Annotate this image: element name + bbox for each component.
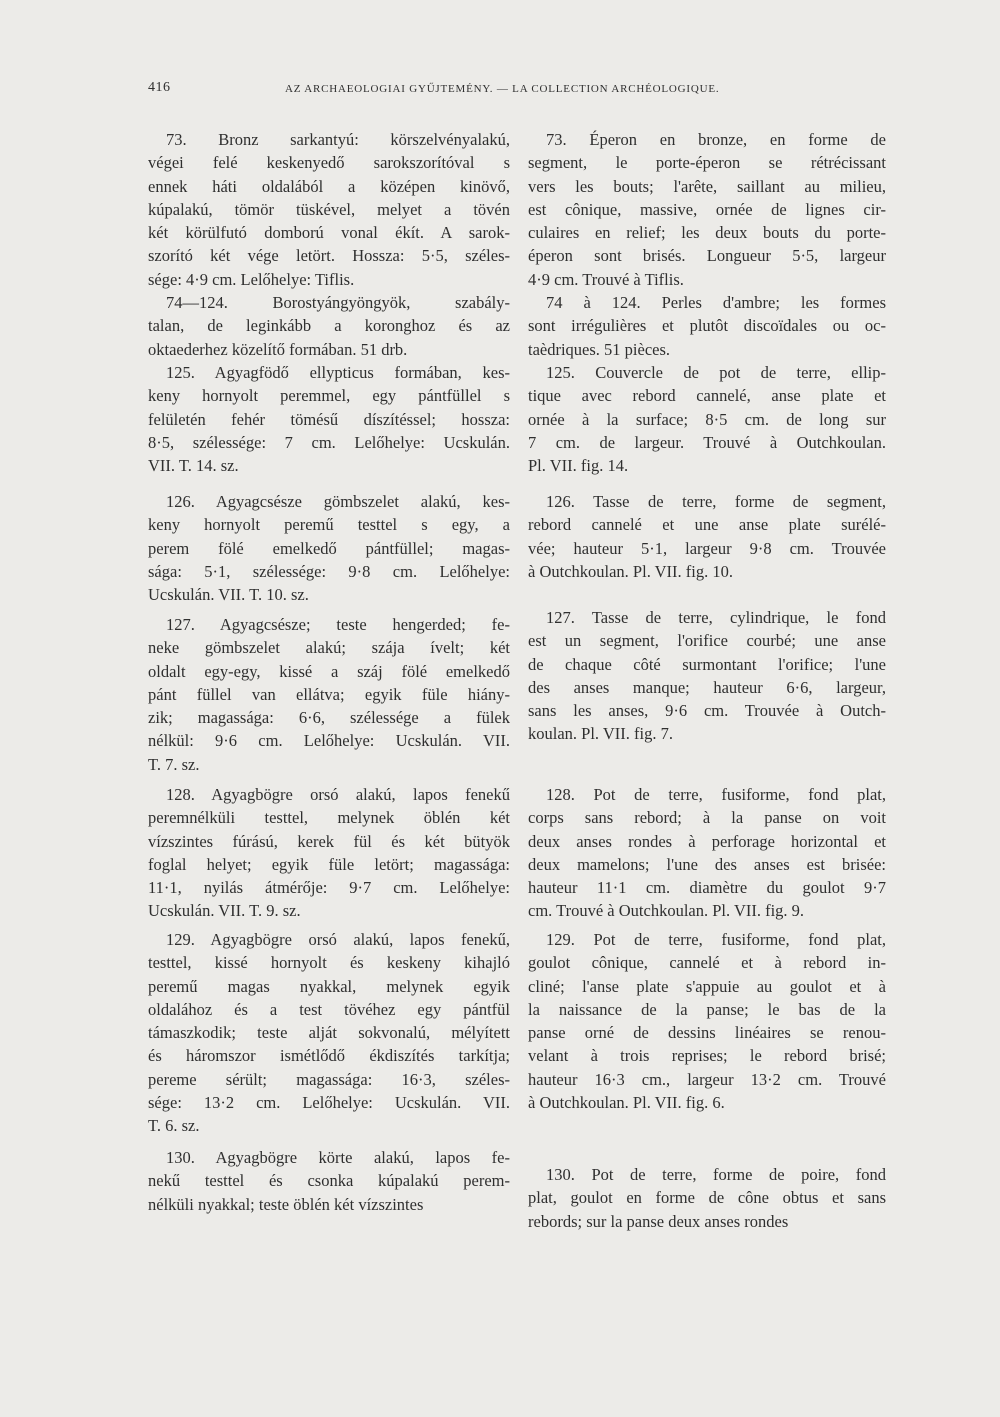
- text-line: zik; magassága: 6·6, szélessége a fülek: [148, 708, 510, 728]
- text-line: à Outchkoulan. Pl. VII. fig. 6.: [528, 1093, 725, 1113]
- entry-128: [148, 783, 510, 923]
- text-line: T. 7. sz.: [148, 754, 200, 774]
- text-line: 74—124. Borostyángyöngyök, szabály-: [166, 293, 510, 312]
- text-line: végei felé keskenyedő sarokszorítóval s: [148, 153, 510, 173]
- entry-74-124: [148, 291, 510, 361]
- text-line: deux anses rondes à perforage horizontal et: [528, 831, 886, 851]
- text-line: tique avec rebord cannelé, anse plate et: [528, 386, 886, 406]
- text-line: VII. T. 14. sz.: [148, 456, 239, 476]
- text-line: éperon sont brisés. Longueur 5·5, largeur: [528, 246, 886, 266]
- entry-74-124: [528, 291, 886, 361]
- text-line: hauteur 11·1 cm. diamètre du goulot 9·7: [528, 878, 886, 898]
- text-line: ennek háti oldalából a középen kinövő,: [148, 176, 510, 196]
- text-line: 129. Agyagbögre orsó alakú, lapos fenekű,: [166, 930, 510, 949]
- text-line: 8·5, szélessége: 7 cm. Lelőhelye: Ucskulán.: [148, 432, 510, 452]
- text-line: 130. Agyagbögre körte alakú, lapos fe-: [166, 1148, 510, 1167]
- text-line: 126. Agyagcsésze gömbszelet alakú, kes-: [166, 492, 510, 511]
- text-line: cm. Trouvé à Outchkoulan. Pl. VII. fig. 9.: [528, 901, 805, 921]
- text-line: 7 cm. de largeur. Trouvé à Outchkoulan.: [528, 432, 886, 452]
- text-line: hauteur 16·3 cm., largeur 13·2 cm. Trouvé: [528, 1069, 886, 1089]
- entry-130: [148, 1146, 510, 1216]
- text-line: 127. Tasse de terre, cylindrique, le fond: [546, 608, 886, 627]
- entry-129: [148, 928, 510, 1138]
- entry-128: [528, 783, 886, 923]
- page-number: 416: [148, 80, 171, 95]
- text-line: rebords; sur la panse deux anses rondes: [528, 1211, 789, 1231]
- text-line: cliné; l'anse plate s'appuie au goulot et à: [528, 976, 886, 996]
- entry-130: [528, 1163, 886, 1233]
- text-line: à Outchkoulan. Pl. VII. fig. 10.: [528, 561, 734, 581]
- page-header: [145, 80, 890, 100]
- text-line: Pl. VII. fig. 14.: [528, 456, 629, 476]
- text-line: la naissance de la panse; le bas de la: [528, 999, 886, 1019]
- text-line: 126. Tasse de terre, forme de segment,: [546, 492, 886, 511]
- running-head: AZ ARCHAEOLOGIAI GYŰJTEMÉNY. — LA COLLECTION ARCHÉOLOGIQUE.: [285, 83, 720, 95]
- text-line: Ucskulán. VII. T. 9. sz.: [148, 901, 301, 921]
- entry-126: [148, 490, 510, 606]
- text-line: keny hornyolt peremmel, egy pántfüllel s: [148, 386, 510, 406]
- text-line: 4·9 cm. Trouvé à Tiflis.: [528, 269, 684, 289]
- text-line: 73. Bronz sarkantyú: körszelvényalakú,: [166, 130, 510, 149]
- text-line: ornée à la surface; 8·5 cm. de long sur: [528, 409, 886, 429]
- text-line: koulan. Pl. VII. fig. 7.: [528, 724, 673, 744]
- text-line: perem fölé emelkedő pántfüllel; magas-: [148, 538, 510, 558]
- text-line: vée; hauteur 5·1, largeur 9·8 cm. Trouvée: [528, 538, 886, 558]
- text-line: de chaque côté surmontant l'orifice; l'une: [528, 654, 886, 674]
- text-line: 125. Couvercle de pot de terre, ellip-: [546, 363, 886, 382]
- text-line: goulot cônique, cannelé et à rebord in-: [528, 953, 886, 973]
- text-line: oldalához és a test tövéhez egy pántfül: [148, 999, 510, 1019]
- text-line: T. 6. sz.: [148, 1116, 200, 1136]
- text-line: 125. Agyagfödő ellypticus formában, kes-: [166, 363, 510, 382]
- text-line: est cônique, massive, ornée de lignes cir-: [528, 199, 886, 219]
- text-line: sége: 13·2 cm. Lelőhelye: Ucskulán. VII.: [148, 1093, 510, 1113]
- text-line: Ucskulán. VII. T. 10. sz.: [148, 585, 309, 605]
- text-line: oldalt egy-egy, kissé a száj fölé emelkedő: [148, 661, 510, 681]
- text-line: deux mamelons; l'une des anses est brisée:: [528, 854, 886, 874]
- text-line: des anses manque; hauteur 6·6, largeur,: [528, 677, 886, 697]
- text-line: foglal helyet; egyik füle letört; magassága:: [148, 854, 510, 874]
- text-line: oktaederhez közelítő formában. 51 drb.: [148, 339, 408, 359]
- text-line: corps sans rebord; à la panse on voit: [528, 808, 886, 828]
- text-line: 128. Pot de terre, fusiforme, fond plat,: [546, 785, 886, 804]
- text-line: 11·1, nyilás átmérője: 9·7 cm. Lelőhelye:: [148, 878, 510, 898]
- text-line: 73. Éperon en bronze, en forme de: [546, 130, 886, 149]
- text-line: 128. Agyagbögre orsó alakú, lapos fenekű: [166, 785, 510, 804]
- text-line: szorító két vége letört. Hossza: 5·5, széles-: [148, 246, 510, 266]
- text-line: kúpalakú, tömör tüskével, melyet a tövén: [148, 199, 510, 219]
- text-line: neke gömbszelet alakú; szája ívelt; két: [148, 638, 510, 658]
- text-line: talan, de leginkább a koronghoz és az: [148, 316, 510, 336]
- text-line: testtel, kissé hornyolt és keskeny kihajló: [148, 953, 510, 973]
- text-line: pereme sérült; magassága: 16·3, széles-: [148, 1069, 510, 1089]
- text-line: keny hornyolt peremű testtel s egy, a: [148, 515, 510, 535]
- entry-129: [528, 928, 886, 1114]
- text-line: panse orné de dessins linéaires se renou-: [528, 1023, 886, 1043]
- entry-125: [528, 361, 886, 477]
- text-line: pánt füllel van ellátva; egyik füle hiány-: [148, 684, 510, 704]
- entry-127: [528, 606, 886, 746]
- text-line: felületén fehér tömésű díszítéssel; hossza:: [148, 409, 510, 429]
- text-line: sága: 5·1, szélessége: 9·8 cm. Lelőhelye:: [148, 561, 510, 581]
- entry-127: [148, 613, 510, 776]
- text-line: rebord cannelé et une anse plate surélé-: [528, 515, 886, 535]
- text-line: nekű testtel és csonka kúpalakú perem-: [148, 1171, 510, 1191]
- entry-125: [148, 361, 510, 477]
- text-line: vízszintes fúrású, kerek fül és két bütyök: [148, 831, 510, 851]
- text-line: sége: 4·9 cm. Lelőhelye: Tiflis.: [148, 269, 355, 289]
- text-line: est un segment, l'orifice courbé; une anse: [528, 631, 886, 651]
- text-line: peremnélküli testtel, melynek öblén két: [148, 808, 510, 828]
- text-line: 130. Pot de terre, forme de poire, fond: [546, 1165, 886, 1184]
- entry-73: [528, 128, 886, 291]
- text-line: taèdriques. 51 pièces.: [528, 339, 671, 359]
- text-line: nélkül: 9·6 cm. Lelőhelye: Ucskulán. VII.: [148, 731, 510, 751]
- text-line: peremű magas nyakkal, melynek egyik: [148, 976, 510, 996]
- text-line: és háromszor ismétlődő ékdiszítés tarkítja;: [148, 1046, 510, 1066]
- entry-73: [148, 128, 510, 291]
- text-line: sont irrégulières et plutôt discoïdales ou oc-: [528, 316, 886, 336]
- text-line: 74 à 124. Perles d'ambre; les formes: [546, 293, 886, 312]
- text-line: sans les anses, 9·6 cm. Trouvée à Outch-: [528, 701, 886, 721]
- text-line: nélküli nyakkal; teste öblén két vízszintes: [148, 1194, 424, 1214]
- text-line: 127. Agyagcsésze; teste hengerded; fe-: [166, 615, 510, 634]
- text-line: segment, le porte-éperon se rétrécissant: [528, 153, 886, 173]
- text-line: velant à trois reprises; le rebord brisé;: [528, 1046, 886, 1066]
- entry-126: [528, 490, 886, 583]
- text-line: két körülfutó domború vonal ékít. A sarok-: [148, 223, 510, 243]
- text-line: plat, goulot en forme de cône obtus et sans: [528, 1188, 886, 1208]
- text-line: támaszkodik; teste alját sokvonalú, mélyített: [148, 1023, 510, 1043]
- text-line: 129. Pot de terre, fusiforme, fond plat,: [546, 930, 886, 949]
- text-line: culaires en relief; les deux bouts du porte-: [528, 223, 886, 243]
- text-line: vers les bouts; l'arête, saillant au milieu,: [528, 176, 886, 196]
